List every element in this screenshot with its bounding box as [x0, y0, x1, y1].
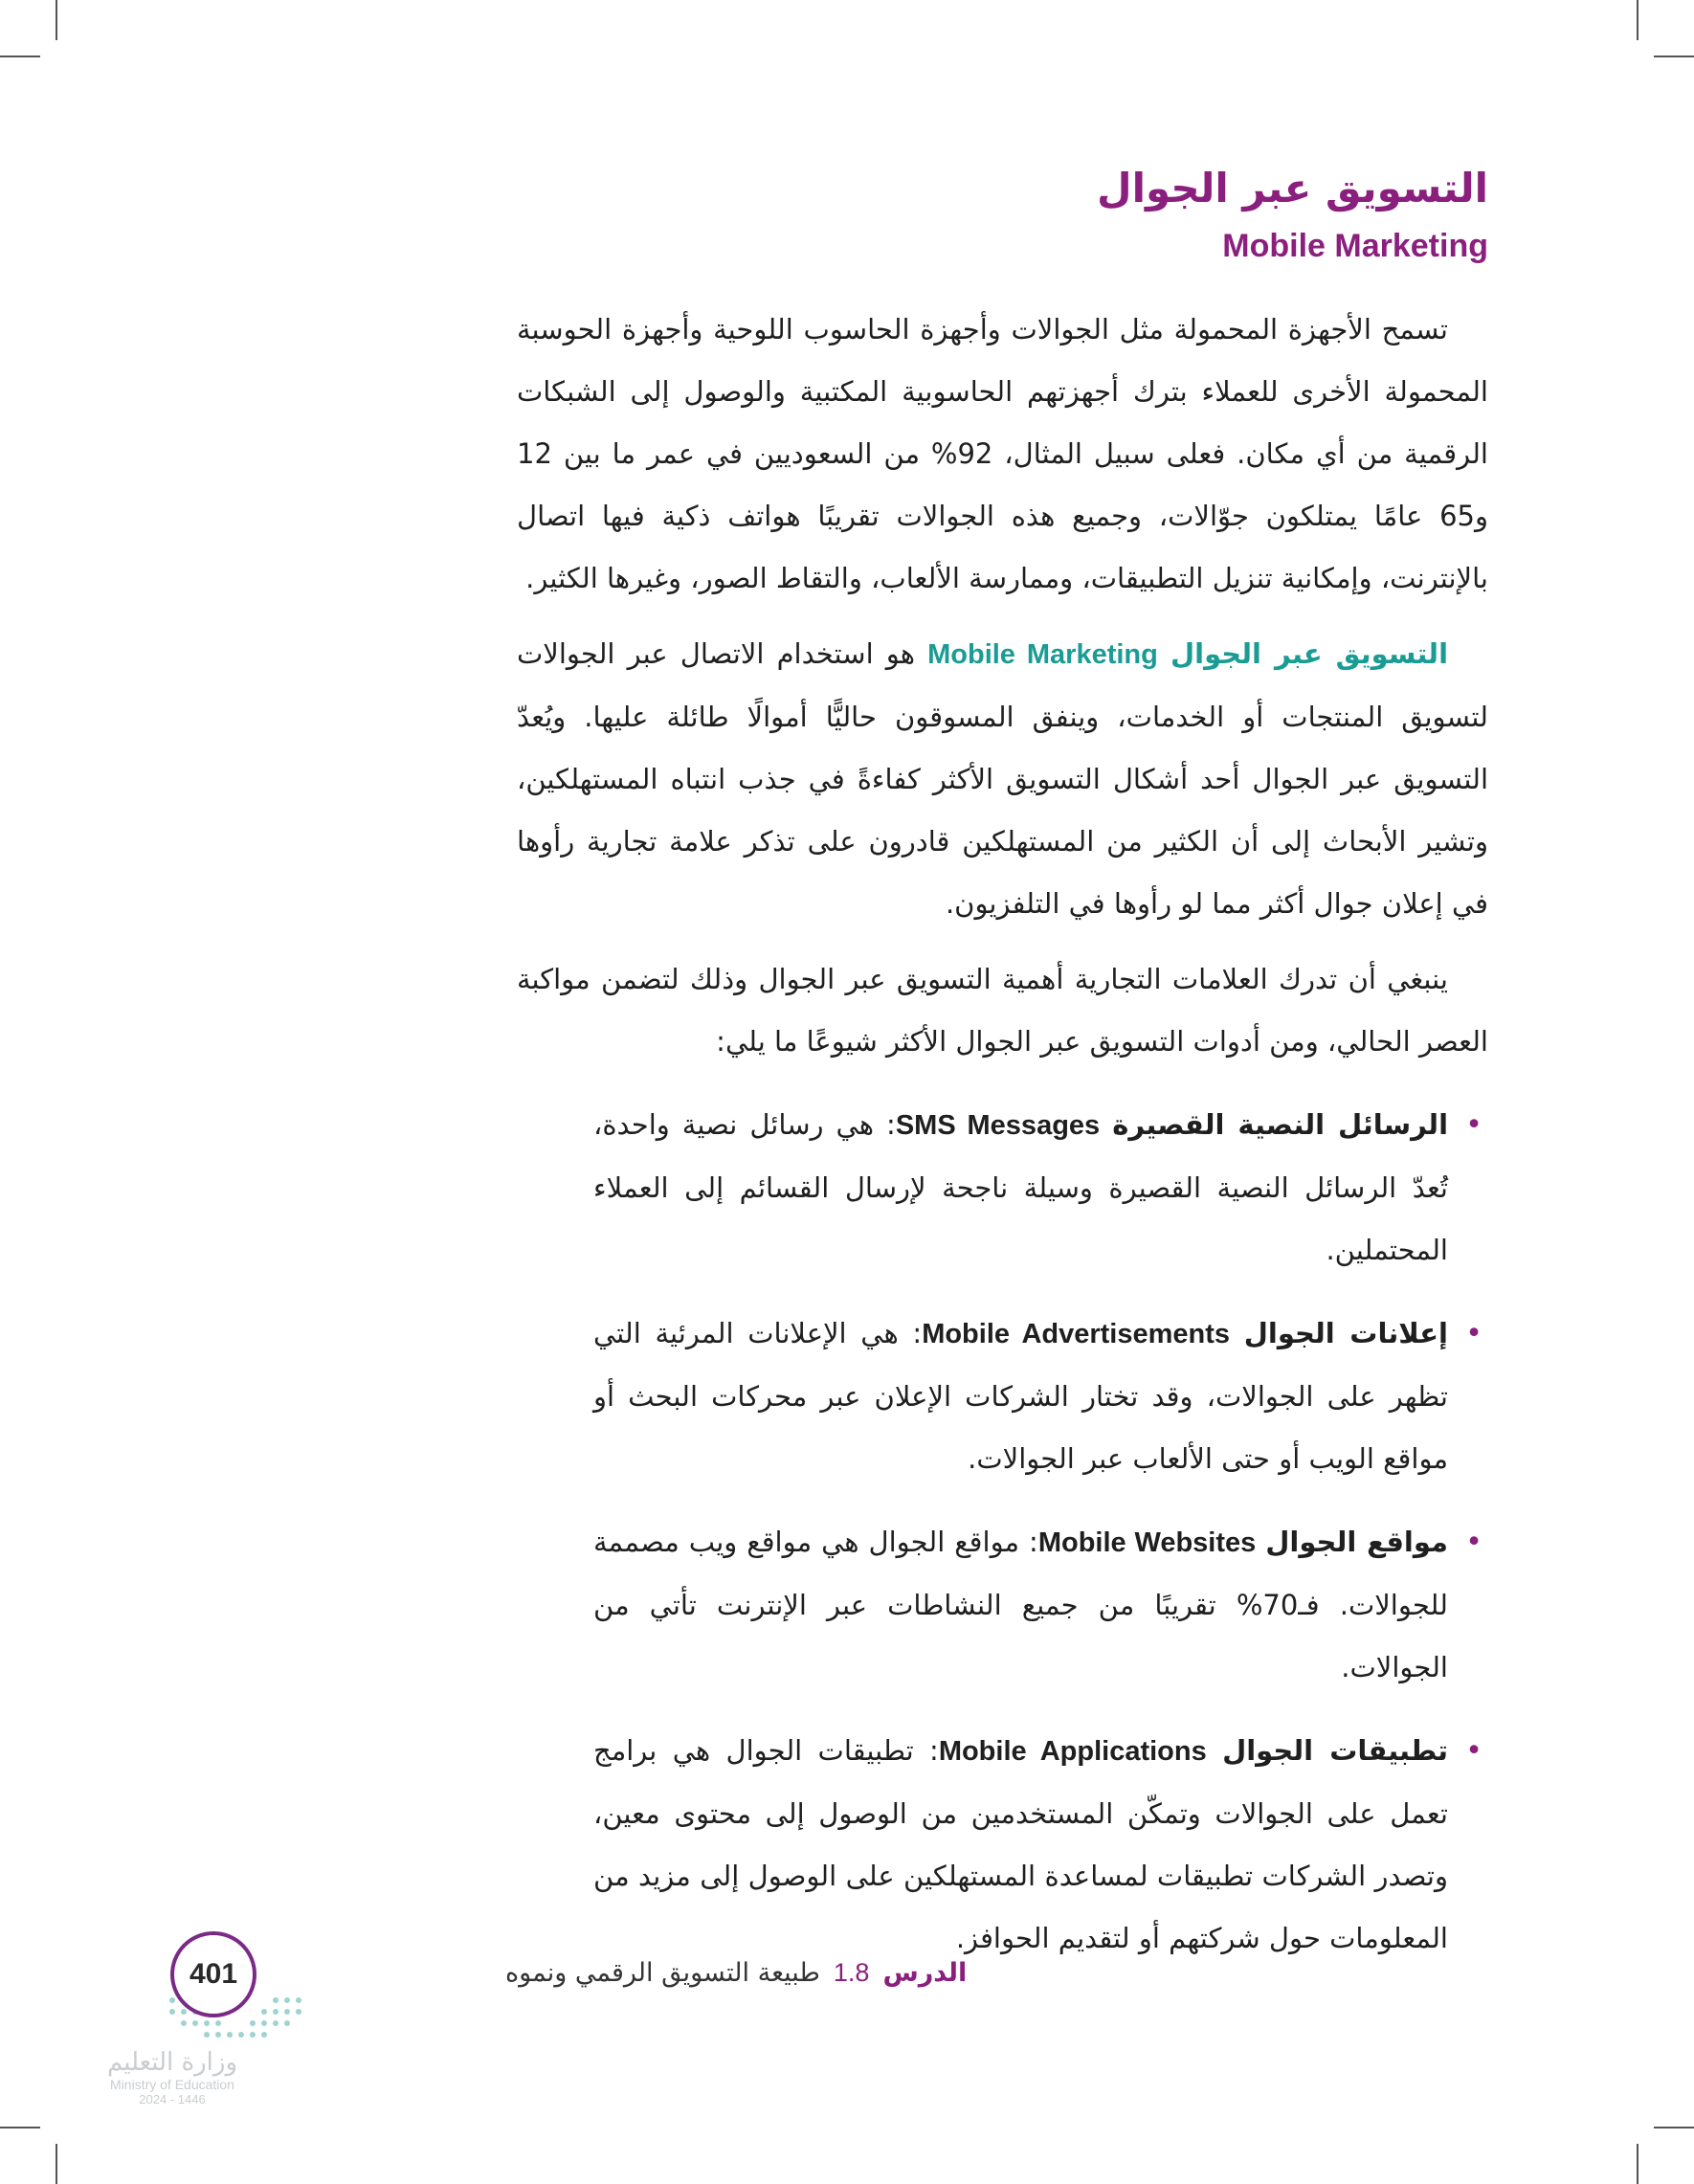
crop-mark	[1654, 56, 1694, 57]
bullet-term-english: Mobile Advertisements	[922, 1319, 1231, 1349]
tools-intro-paragraph: ينبغي أن تدرك العلامات التجارية أهمية التسويق عبر الجوال وذلك لتضمن مواكبة العصر الحالي، ومن أدوات التسويق عبر الجوال الأكثر شيوعًا ما يلي:	[517, 963, 1488, 1058]
lesson-title: طبيعة التسويق الرقمي ونموه	[505, 1958, 820, 1988]
list-item	[593, 1720, 1488, 1970]
crop-mark	[0, 2127, 40, 2128]
section-heading-english: Mobile Marketing	[1222, 228, 1488, 264]
definition-term-english: Mobile Marketing	[927, 639, 1158, 670]
crop-mark	[56, 2144, 57, 2184]
bullet-term-arabic: مواقع الجوال	[1265, 1526, 1449, 1558]
main-content	[517, 299, 1488, 1991]
bullet-text: : تطبيقات الجوال هي برامج تعمل على الجوالات وتمكّن المستخدمين من الوصول إلى محتوى معين، وتصدر الشركات تطبيقات لمساعدة المستهلكين على الوصول إلى مزيد من المعلومات حول شركتهم أو لتقديم الحوافز.	[593, 1734, 1448, 1954]
crop-mark	[1654, 2127, 1694, 2128]
crop-mark	[1637, 0, 1638, 40]
bullet-term-english: Mobile Applications	[938, 1736, 1207, 1767]
bullet-icon: •	[1465, 1108, 1482, 1142]
page-number: 401	[189, 1958, 238, 1990]
bullet-text: : هي رسائل نصية واحدة، تُعدّ الرسائل النصية القصيرة وسيلة ناجحة لإرسال القسائم إلى العملاء المحتملين.	[593, 1108, 1448, 1266]
section-heading-arabic: التسويق عبر الجوال	[1097, 165, 1488, 212]
list-item	[593, 1511, 1488, 1699]
bullet-text: : هي الإعلانات المرئية التي تظهر على الجوالات، وقد تختار الشركات الإعلان عبر محركات البحث أو مواقع الويب أو حتى الألعاب عبر الجوالات.	[593, 1317, 1448, 1475]
list-item	[593, 1303, 1488, 1490]
definition-paragraph	[517, 623, 1488, 935]
bullet-term-arabic: إعلانات الجوال	[1243, 1317, 1448, 1349]
bullet-term-arabic: الرسائل النصية القصيرة	[1112, 1108, 1449, 1141]
ministry-watermark	[91, 2048, 254, 2106]
tools-list	[517, 1094, 1488, 1970]
definition-term-arabic: التسويق عبر الجوال	[1170, 637, 1449, 670]
crop-mark	[1637, 2144, 1638, 2184]
bullet-term-english: Mobile Websites	[1037, 1527, 1257, 1558]
bullet-icon: •	[1465, 1526, 1482, 1559]
bullet-text: : مواقع الجوال هي مواقع ويب مصممة للجوالات. فـ70% تقريبًا من جميع النشاطات عبر الإنترنت تأتي من الجوالات.	[593, 1526, 1448, 1683]
bullet-term-arabic: تطبيقات الجوال	[1222, 1734, 1449, 1767]
intro-paragraph: تسمح الأجهزة المحمولة مثل الجوالات وأجهزة الحاسوب اللوحية وأجهزة الحوسبة المحمولة الأخرى للعملاء بترك أجهزتهم الحاسوبية المكتبية والوصول إلى الشبكات الرقمية من أي مكان. فعلى سبيل المثال، 92% من السعوديين في عمر ما بين 12 و65 عامًا يمتلكون جوّالات، وجميع هذه الجوالات تقريبًا هواتف ذكية فيها اتصال بالإنترنت، وإمكانية تنزيل التطبيقات، وممارسة الألعاب، والتقاط الصور، وغيرها الكثير.	[517, 313, 1488, 594]
bullet-icon: •	[1465, 1734, 1482, 1768]
crop-mark	[0, 56, 40, 57]
page-number-badge	[170, 1931, 256, 2017]
ministry-name-english: Ministry of Education	[110, 2077, 234, 2092]
lesson-number: 1.8	[833, 1958, 870, 1987]
definition-text: هو استخدام الاتصال عبر الجوالات لتسويق المنتجات أو الخدمات، وينفق المسوقون حاليًّا أموالًا طائلة عليها. ويُعدّ التسويق عبر الجوال أحد أشكال التسويق الأكثر كفاءةً في جذب انتباه المستهلكين، وتشير الأبحاث إلى أن الكثير من المستهلكين قادرون على تذكر علامة تجارية رأوها في إعلان جوال أكثر مما لو رأوها في التلفزيون.	[517, 637, 1488, 920]
lesson-footer	[505, 1958, 967, 1988]
bullet-term-english: SMS Messages	[895, 1110, 1101, 1141]
ministry-name-arabic: وزارة التعليم	[106, 2048, 238, 2077]
list-item	[593, 1094, 1488, 1281]
lesson-label: الدرس	[882, 1958, 968, 1988]
crop-mark	[56, 0, 57, 40]
bullet-icon: •	[1465, 1317, 1482, 1350]
ministry-year: 2024 - 1446	[139, 2092, 206, 2106]
